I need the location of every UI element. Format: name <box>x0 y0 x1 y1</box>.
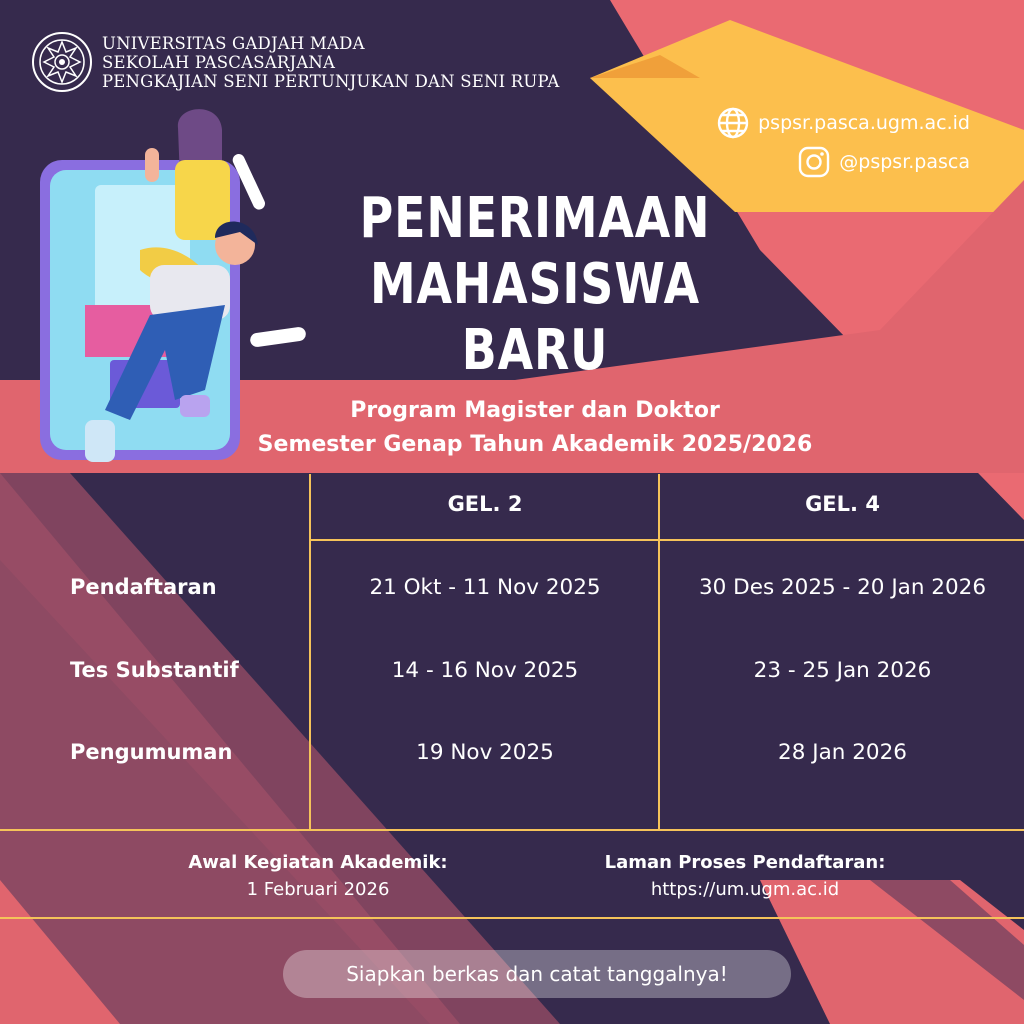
cell-pendaftaran-gel2: 21 Okt - 11 Nov 2025 <box>369 575 601 600</box>
registration-portal-info <box>580 852 910 900</box>
instagram-icon <box>797 145 831 179</box>
institution-line-1: UNIVERSITAS GADJAH MADA <box>102 33 365 53</box>
globe-icon <box>716 106 750 140</box>
cell-pengumuman-gel2: 19 Nov 2025 <box>416 740 554 765</box>
main-title <box>342 186 727 384</box>
institution-header <box>30 30 559 94</box>
row-label-tes-substantif: Tes Substantif <box>70 658 239 682</box>
title-line-2: MAHASISWA BARU <box>370 252 700 383</box>
portal-url[interactable]: https://um.ugm.ac.id <box>650 879 840 900</box>
academic-start-info <box>150 852 486 900</box>
institution-line-3: PENGKAJIAN SENI PERTUNJUKAN DAN SENI RUPA <box>102 71 560 91</box>
reminder-pill: Siapkan berkas dan catat tanggalnya! <box>283 950 791 998</box>
academic-start-label: Awal Kegiatan Akademik: <box>188 852 448 873</box>
cell-pengumuman-gel4: 28 Jan 2026 <box>778 740 907 765</box>
subtitle-line-2: Semester Genap Tahun Akademik 2025/2026 <box>257 432 813 457</box>
cell-tes-gel4: 23 - 25 Jan 2026 <box>753 658 932 683</box>
program-subtitle <box>130 394 940 462</box>
cell-pendaftaran-gel4: 30 Des 2025 - 20 Jan 2026 <box>698 575 987 600</box>
title-line-1: PENERIMAAN <box>359 186 711 251</box>
instagram-link[interactable] <box>797 145 970 179</box>
website-link[interactable] <box>716 106 970 140</box>
instagram-text: @pspsr.pasca <box>839 151 970 173</box>
row-label-pengumuman: Pengumuman <box>70 740 233 764</box>
subtitle-line-1: Program Magister dan Doktor <box>350 398 720 423</box>
portal-label: Laman Proses Pendaftaran: <box>604 852 886 873</box>
column-header-gel2: GEL. 2 <box>447 492 523 516</box>
institution-line-2: SEKOLAH PASCASARJANA <box>102 52 336 72</box>
row-label-pendaftaran: Pendaftaran <box>70 575 217 599</box>
ugm-seal-logo <box>30 30 94 94</box>
column-header-gel4: GEL. 4 <box>805 492 880 516</box>
cell-tes-gel2: 14 - 16 Nov 2025 <box>391 658 579 683</box>
website-text: pspsr.pasca.ugm.ac.id <box>758 112 970 134</box>
academic-start-date: 1 Februari 2026 <box>246 879 390 900</box>
